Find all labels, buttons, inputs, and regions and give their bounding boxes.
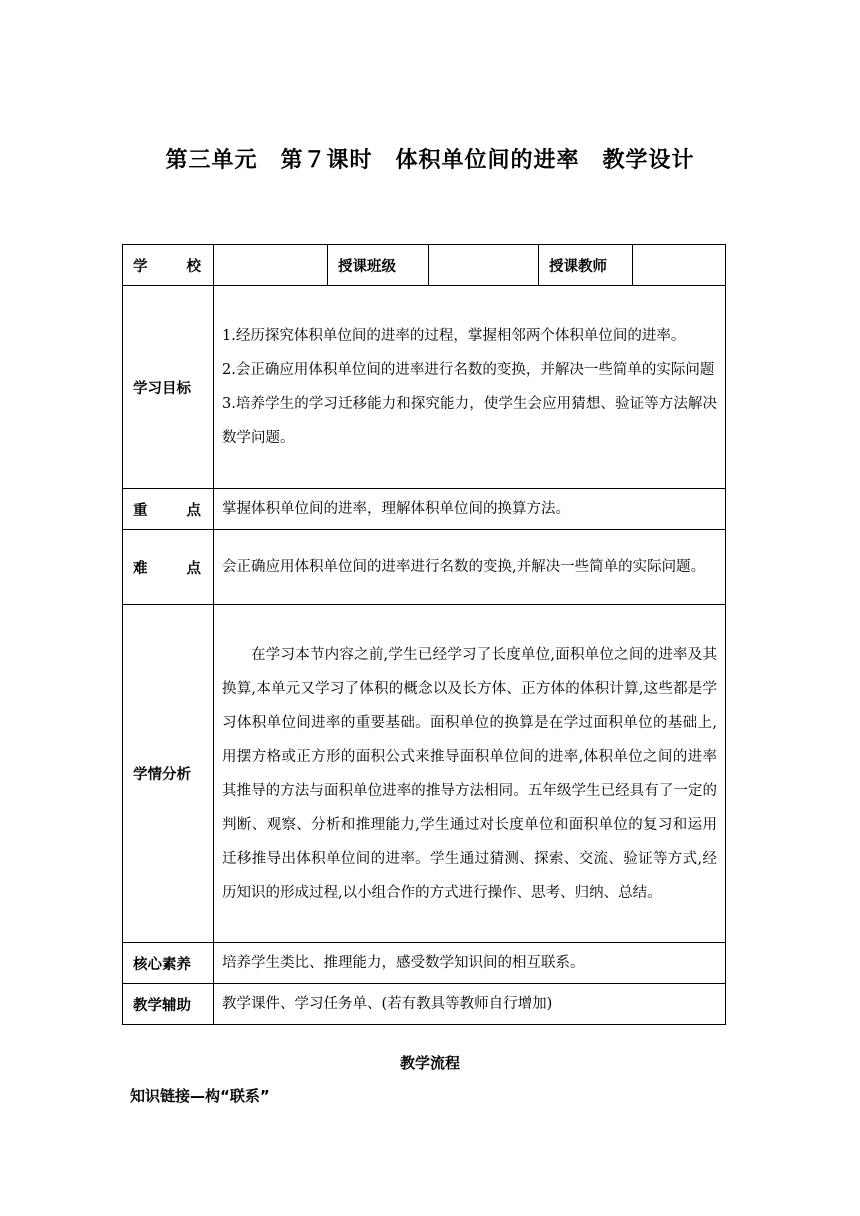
class-label: 授课班级 — [328, 245, 429, 286]
row-teaching-aids — [123, 984, 726, 1025]
analysis-content: 在学习本节内容之前,学生已经学习了长度单位,面积单位之间的进率及其换算,本单元又学习了体积的概念以及长方体、正方体的体积计算,这些都是学习体积单位间进率的重要基础。面积单位的换算是在学过面积单位的基础上,用摆方格或正方形的面积公式来推导面积单位间的进率,体积单位之间的进率其推导的方法与面积单位进率的推导方法相同。五年级学生已经具有了一定的判断、观察、分析和推理能力,学生通过对长度单位和面积单位的复习和运用迁移推导出体积单位间的进率。学生通过猜测、探索、交流、验证等方式,经历知识的形成过程,以小组合作的方式进行操作、思考、归纳、总结。 — [214, 605, 726, 943]
analysis-label: 学情分析 — [123, 605, 214, 943]
core-literacy-content: 培养学生类比、推理能力，感受数学知识间的相互联系。 — [214, 943, 726, 984]
lesson-info-table — [122, 244, 726, 1025]
row-difficulties — [123, 530, 726, 605]
teacher-label: 授课教师 — [539, 245, 633, 286]
document-title: 第三单元 第７课时 体积单位间的进率 教学设计 — [165, 148, 695, 173]
teacher-value[interactable] — [633, 245, 726, 286]
key-points-content: 掌握体积单位间的进率，理解体积单位间的换算方法。 — [214, 489, 726, 530]
row-analysis — [123, 605, 726, 943]
objective-item: 2.会正确应用体积单位间的进率进行名数的变换，并解决一些简单的实际问题 — [222, 362, 715, 378]
row-key-points — [123, 489, 726, 530]
row-header — [123, 245, 726, 286]
objectives-content — [214, 286, 726, 489]
core-literacy-label: 核心素养 — [123, 943, 214, 984]
objective-item: 3.培养学生的学习迁移能力和探究能力，使学生会应用猜想、验证等方法解决数学问题。 — [222, 396, 717, 446]
row-core-literacy — [123, 943, 726, 984]
difficulties-content: 会正确应用体积单位间的进率进行名数的变换,并解决一些简单的实际问题。 — [214, 530, 726, 605]
process-heading: 教学流程 — [399, 1054, 460, 1072]
section-heading: 知识链接—构“联系” — [130, 1087, 270, 1105]
teaching-aids-content: 教学课件、学习任务单、(若有教具等教师自行增加) — [214, 984, 726, 1025]
school-value[interactable] — [214, 245, 328, 286]
objectives-label: 学习目标 — [123, 286, 214, 489]
school-label: 学 校 — [123, 245, 214, 286]
key-points-label: 重 点 — [123, 489, 214, 530]
difficulties-label: 难 点 — [123, 530, 214, 605]
teaching-aids-label: 教学辅助 — [123, 984, 214, 1025]
objective-item: 1.经历探究体积单位间的进率的过程，掌握相邻两个体积单位间的进率。 — [222, 328, 686, 344]
row-objectives — [123, 286, 726, 489]
class-value[interactable] — [429, 245, 539, 286]
